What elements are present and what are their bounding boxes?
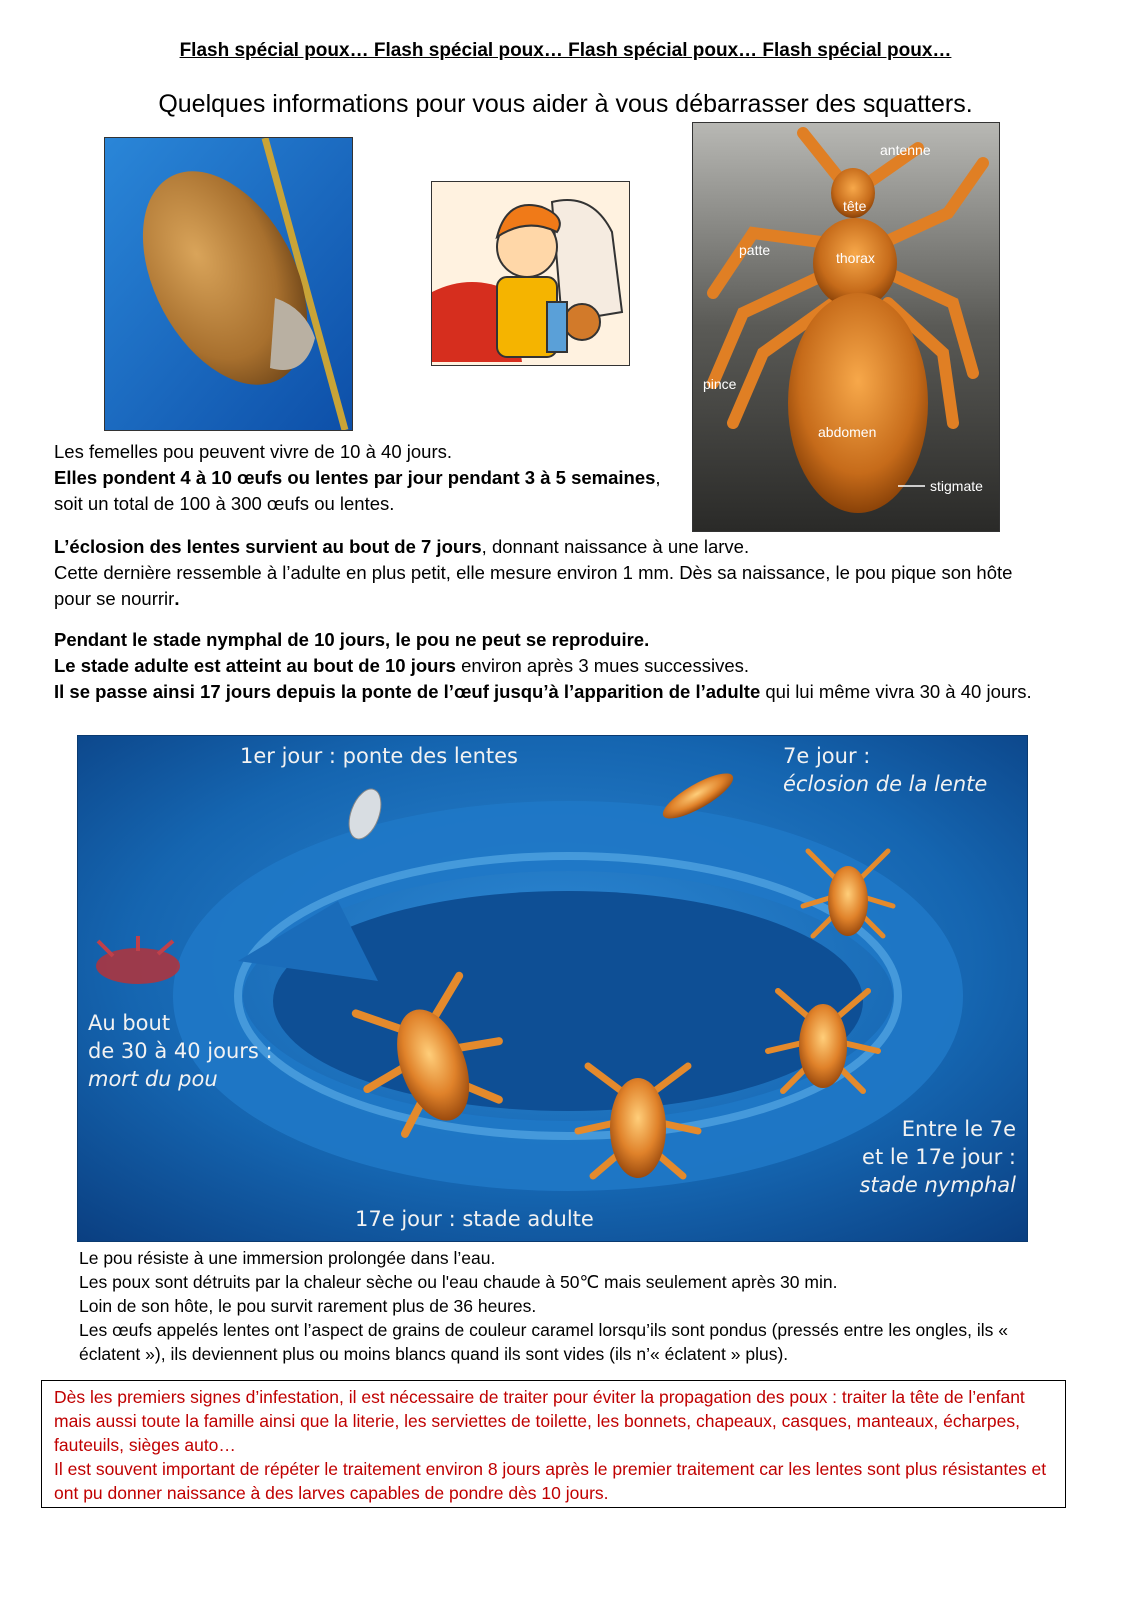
fact-nits: Les œufs appelés lentes ont l’aspect de grains de couleur caramel lorsqu’ils sont pondus (pressés entre les ongles, ils « éclatent »), ils deviennent plus ou moins blancs quand ils sont vides (ils n’« éclatent » plus). (79, 1320, 1008, 1364)
label-nymph-c: stade nymphal (859, 1173, 1016, 1197)
warning-treatment: Dès les premiers signes d’infestation, il est nécessaire de traiter pour éviter la propagation des poux : traiter la tête de l’enfant mais aussi toute la famille ainsi que la literie, les serviettes de toilette, les bonnets, chapeaux, casques, manteaux, écharpes, fauteuils, sièges auto… (54, 1387, 1025, 1455)
label-death-c: mort du pou (88, 1067, 218, 1091)
treatment-warning-box (41, 1380, 1066, 1508)
label-death-b: de 30 à 40 jours : (88, 1039, 273, 1063)
larva-period: . (174, 588, 180, 609)
paragraph-females (54, 439, 684, 517)
label-pince: pince (703, 376, 737, 392)
fact-survival: Loin de son hôte, le pou survit rarement plus de 36 heures. (79, 1296, 537, 1316)
child-scratching-illustration (431, 181, 630, 366)
label-antenne: antenne (880, 142, 931, 158)
flash-header: Flash spécial poux… Flash spécial poux… Flash spécial poux… Flash spécial poux… (179, 40, 952, 61)
females-laying: Elles pondent 4 à 10 œufs ou lentes par jour pendant 3 à 5 semaines (54, 467, 656, 488)
fact-water: Le pou résiste à une immersion prolongée dans l’eau. (79, 1248, 496, 1268)
label-tete: tête (843, 198, 867, 214)
label-day1: 1er jour : ponte des lentes (240, 744, 518, 768)
nit-photo (104, 137, 353, 431)
paragraph-stages (54, 627, 1074, 705)
cycle-duration-rest: qui lui même vivra 30 à 40 jours. (760, 681, 1032, 702)
label-nymph-b: et le 17e jour : (862, 1145, 1016, 1169)
cycle-duration: Il se passe ainsi 17 jours depuis la ponte de l’œuf jusqu’à l’apparition de l’adulte (54, 681, 761, 702)
adult-stage: Le stade adulte est atteint au bout de 10 jours (54, 655, 456, 676)
facts-list (79, 1246, 1069, 1366)
label-day7-b: éclosion de la lente (783, 772, 988, 796)
warning-repeat: Il est souvent important de répéter le traitement environ 8 jours après le premier traitement car les lentes sont plus résistantes et ont pu donner naissance à des larves capables de pondre dès 10 jours. (54, 1459, 1047, 1503)
label-adult: 17e jour : stade adulte (355, 1207, 594, 1231)
louse-anatomy-photo (692, 122, 1000, 532)
adult-stage-rest: environ après 3 mues successives. (455, 655, 749, 676)
fact-heat: Les poux sont détruits par la chaleur sèche ou l'eau chaude à 50℃ mais seulement après 30 min. (79, 1272, 838, 1292)
nymphal-stage: Pendant le stade nymphal de 10 jours, le pou ne peut se reproduire. (54, 629, 650, 650)
label-thorax: thorax (836, 250, 875, 266)
lifecycle-diagram (77, 735, 1028, 1242)
females-lifespan: Les femelles pou peuvent vivre de 10 à 40 jours. (54, 441, 452, 462)
hatching-day: L’éclosion des lentes survient au bout de 7 jours (54, 536, 482, 557)
label-stigmate: stigmate (930, 478, 983, 494)
label-death-a: Au bout (88, 1011, 171, 1035)
label-day7-a: 7e jour : (783, 744, 871, 768)
females-total: , soit un total de 100 à 300 œufs ou lentes. (54, 467, 661, 514)
hatching-rest: , donnant naissance à une larve. (481, 536, 750, 557)
larva-description: Cette dernière ressemble à l’adulte en plus petit, elle mesure environ 1 mm. Dès sa naissance, le pou pique son hôte pour se nourrir (54, 562, 1013, 609)
label-abdomen: abdomen (818, 424, 877, 440)
paragraph-hatching (54, 534, 1054, 612)
page-subtitle: Quelques informations pour vous aider à vous débarrasser des squatters. (158, 90, 973, 118)
label-nymph-a: Entre le 7e (901, 1117, 1016, 1141)
label-patte: patte (739, 242, 771, 258)
